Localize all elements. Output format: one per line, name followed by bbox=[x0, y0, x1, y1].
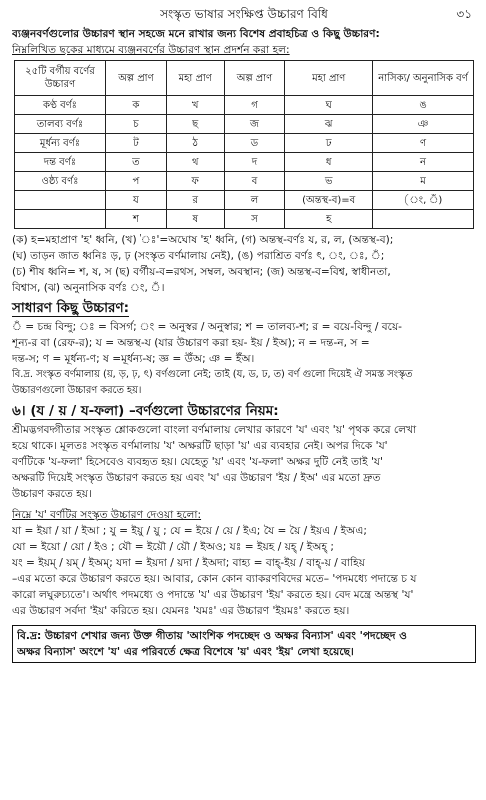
examples-body bbox=[12, 523, 476, 619]
table-row bbox=[15, 153, 474, 172]
table-cell: (ং, ঁ) bbox=[373, 191, 474, 210]
example-line: –এর মতো করে উচ্চারণ করতে হয়। আবার, কোন কোন ব্যাকরণবিদের মতে– 'পদমধ্যে পদান্তে চ য bbox=[12, 573, 417, 585]
table-row bbox=[15, 191, 474, 210]
table-cell: ধ bbox=[285, 153, 373, 172]
body-line: ঁ = চন্দ্র বিন্দু; ঃ = বিসর্গ; ং = অনুস্বর / অনুস্বার; শ = তালব্য-শ; র = বয়ে-বিন্দু / বয়ে- bbox=[12, 321, 403, 333]
table-cell: ট bbox=[106, 134, 167, 153]
body-line: উচ্চারণ করতে হয়। bbox=[12, 488, 92, 500]
table-cell: মূর্ধন্য বর্ণঃ bbox=[15, 134, 106, 153]
section-heading-text: সাধারণ কিছু উচ্চারণ: bbox=[12, 300, 130, 316]
table-cell: দন্ত বর্ণঃ bbox=[15, 153, 106, 172]
table-cell: ঘ bbox=[285, 96, 373, 115]
note-line: (ঘ) তাড়ন জাত ধ্বনিঃ ড়, ঢ় (সংস্কৃত বর্ণমালায় নেই), (ঙ) পরাশ্রিত বর্ণঃ ৎ, ং, ঃ, ঁ; bbox=[12, 250, 385, 262]
table-cell: থ bbox=[166, 153, 224, 172]
examples-subheading: নিম্নে 'য' বর্ণটির সংস্কৃত উচ্চারণ দেওয়া হলো: bbox=[12, 509, 202, 521]
table-cell: জ bbox=[224, 115, 285, 134]
table-cell bbox=[15, 210, 106, 229]
table-cell: হ bbox=[285, 210, 373, 229]
example-line: কারো লঘুরুচ্যতে'। অর্থাৎ পদমধ্যে ও পদান্তে 'য' এর উচ্চারণ 'ইয়' করতে হয়। বেদ মন্ত্রে অন্তস্থ 'য' bbox=[12, 589, 414, 601]
example-line: যং = ইয়ম্ / য়ম্ / ইঅম্; যদা = ইয়দা / য়দা / ইঅদা; বাহ্য = বাহ্-ইয় / বাহ্-য় / বাহিয় bbox=[12, 557, 365, 569]
table-header-cell: অল্প প্রাণ bbox=[106, 61, 167, 96]
table-header-cell: অল্প প্রাণ bbox=[224, 61, 285, 96]
table-header-cell: মহা প্রাণ bbox=[166, 61, 224, 96]
table-cell: ছ bbox=[166, 115, 224, 134]
table-cell: ক bbox=[106, 96, 167, 115]
table-cell: স bbox=[224, 210, 285, 229]
body-line: দন্ত-স; ণ = মূর্ধন্য-ণ; ষ =মূর্ধন্য-ষ; জ্ঞ = উঁঅ; ঞ = ইঁঅ। bbox=[12, 353, 255, 365]
table-cell bbox=[373, 210, 474, 229]
table-cell: চ bbox=[106, 115, 167, 134]
table-cell: প bbox=[106, 172, 167, 191]
section-number: ৬। bbox=[12, 403, 26, 419]
table-cell: র bbox=[166, 191, 224, 210]
running-header bbox=[12, 6, 476, 26]
section-heading-ya bbox=[12, 400, 476, 422]
intro-heading: ব্যঞ্জনবর্ণগুলোর উচ্চারণ স্থান সহজে মনে রাখার জন্য বিশেষ প্রবাহচিত্র ও কিছু উচ্চারণ: bbox=[12, 28, 380, 40]
table-cell: ল bbox=[224, 191, 285, 210]
table-cell: তালব্য বর্ণঃ bbox=[15, 115, 106, 134]
note-line: (ক) হ=মহাপ্রাণ 'হ' ধ্বনি, (খ) 'ঃ'=অঘোষ 'হ' ধ্বনি, (গ) অন্তস্থ-বর্ণঃ য, র, ল, (অন্তস্থ-ব); bbox=[12, 234, 394, 246]
table-cell: (অন্তস্থ-ব)=ব bbox=[285, 191, 373, 210]
example-line: যা = ইয়া / য়া / ইআ ; যু = ইয়ু / য়ু ; যে = ইয়ে / য়ে / ইএ; যৈ = য়ৈ / ইয়এ / ইঅএ; bbox=[12, 525, 367, 537]
body-line: বর্ণটিকে 'য-ফলা' হিসেবেও ব্যবহৃত হয়। যেহেতু 'য়' এবং 'য-ফলা' অক্ষর দুটি নেই তাই 'য' bbox=[12, 456, 383, 468]
table-cell: ভ bbox=[285, 172, 373, 191]
table-row bbox=[15, 115, 474, 134]
body-line: শ্রীমদ্ভগবদ্গীতার সংস্কৃত শ্লোকগুলো বাংলা বর্ণমালায় লেখার কারণে 'য' এবং 'য়' পৃথক করে লেখা bbox=[12, 424, 417, 436]
table-cell: ঢ bbox=[285, 134, 373, 153]
table-cell: দ bbox=[224, 153, 285, 172]
note-line: (চ) শীষ ধ্বনি= শ, ষ, স (ছ) বর্গীয়-ব=রথস, সম্বল, অবস্থান; (জ) অন্তস্থ-ব=বিশ্ব, স্বাধীনতা, bbox=[12, 266, 391, 278]
table-cell: ঞ bbox=[373, 115, 474, 134]
table-cell: ঝ bbox=[285, 115, 373, 134]
table-notes bbox=[12, 232, 476, 296]
section-common-body bbox=[12, 319, 476, 399]
table-row bbox=[15, 96, 474, 115]
body-line: বি.দ্র. সংস্কৃত বর্ণমালায় (য়, ড়, ঢ়, ৎ) বর্ণগুলো নেই; তাই (য, ড, ঢ, ত) বর্ণ গুলো দিয়েই ঐ সমস্ত সংস্কৃত bbox=[12, 369, 413, 380]
table-header-row bbox=[15, 61, 474, 96]
table-cell: ণ bbox=[373, 134, 474, 153]
table-cell: ফ bbox=[166, 172, 224, 191]
table-header-cell: মহা প্রাণ bbox=[285, 61, 373, 96]
table-cell: ব bbox=[224, 172, 285, 191]
header-title: সংস্কৃত ভাষার সংক্ষিপ্ত উচ্চারণ বিধি bbox=[160, 7, 328, 21]
table-row bbox=[15, 172, 474, 191]
final-note-line: অক্ষর বিন্যাস' অংশে 'য' এর পরিবর্তে ক্ষেত্র বিশেষে 'য়' এবং 'ইয়' লেখা হয়েছে। bbox=[17, 646, 354, 658]
section-ya-body bbox=[12, 422, 476, 502]
final-note-box bbox=[12, 625, 476, 663]
body-line: অক্ষরটি দিয়েই সংস্কৃত উচ্চারণ করতে হয় এবং 'য' এর উচ্চারণ 'ইয় / ইঅ' এর মতো দ্রুত bbox=[12, 472, 381, 484]
table-header-cell: ২৫টি বর্গীয় বর্ণের উচ্চারণ bbox=[15, 61, 106, 96]
table-header-cell: নাসিক্য/ অনুনাসিক বর্ণ bbox=[373, 61, 474, 96]
body-line: হয়ে থাকে। মূলতঃ সংস্কৃত বর্ণমালায় 'য' অক্ষরটি ছাড়া 'য়' এর ব্যবহার নেই। অপর দিকে 'য' bbox=[12, 440, 388, 452]
body-line: শূন্য-র বা (রেফ-র); য = অন্তস্থ-য (যার উচ্চারণ করা হয়- ইয় / ইঅ); ন = দন্ত-ন, স = bbox=[12, 337, 370, 349]
table-cell: য bbox=[106, 191, 167, 210]
table-cell: ন bbox=[373, 153, 474, 172]
table-cell: ঙ bbox=[373, 96, 474, 115]
consonant-table bbox=[14, 60, 474, 229]
page-number: ৩১ bbox=[456, 7, 472, 21]
table-cell: শ bbox=[106, 210, 167, 229]
table-cell bbox=[15, 191, 106, 210]
final-note-line: বি.দ্র: উচ্চারণ শেখার জন্য উক্ত গীতায় 'আংশিক পদচ্ছেদ ও অক্ষর বিন্যাস' এবং 'পদচ্ছেদ ও bbox=[17, 630, 407, 642]
table-cell: কণ্ঠ বর্ণঃ bbox=[15, 96, 106, 115]
example-line: যো = ইয়ো / য়ো / ইও ; যৌ = ইয়ৌ / য়ৌ / ইঅও; যঃ = ইয়হ / য়হ্ / ইঅহ্ ; bbox=[12, 541, 334, 553]
table-cell: গ bbox=[224, 96, 285, 115]
note-line: বিশ্বাস, (ঝ) অনুনাসিক বর্ণঃ ং, ঁ। bbox=[12, 282, 165, 294]
table-cell: ত bbox=[106, 153, 167, 172]
table-cell: খ bbox=[166, 96, 224, 115]
section-heading-common bbox=[12, 297, 476, 319]
table-cell: ম bbox=[373, 172, 474, 191]
table-row bbox=[15, 134, 474, 153]
table-cell: ওষ্ঠ্য বর্ণঃ bbox=[15, 172, 106, 191]
section-heading-text: (য / য় / য-ফলা) –বর্ণগুলো উচ্চারণের নিয়ম: bbox=[30, 403, 279, 419]
intro-subheading: নিম্নলিখিত ছকের মাধ্যমে ব্যঞ্জনবর্ণের উচ্চারণ স্থান প্রদর্শন করা হল: bbox=[12, 44, 290, 56]
body-line: উচ্চারণগুলো উচ্চারণ করতে হয়। bbox=[12, 385, 142, 396]
table-row bbox=[15, 210, 474, 229]
table-cell: ঠ bbox=[166, 134, 224, 153]
table-cell: ষ bbox=[166, 210, 224, 229]
example-line: এর উচ্চারণ সর্বদা 'ইয়' করিতে হয়। যেমনঃ 'যমঃ' এর উচ্চারণ 'ইয়মঃ' করতে হয়। bbox=[12, 605, 350, 617]
table-cell: ড bbox=[224, 134, 285, 153]
